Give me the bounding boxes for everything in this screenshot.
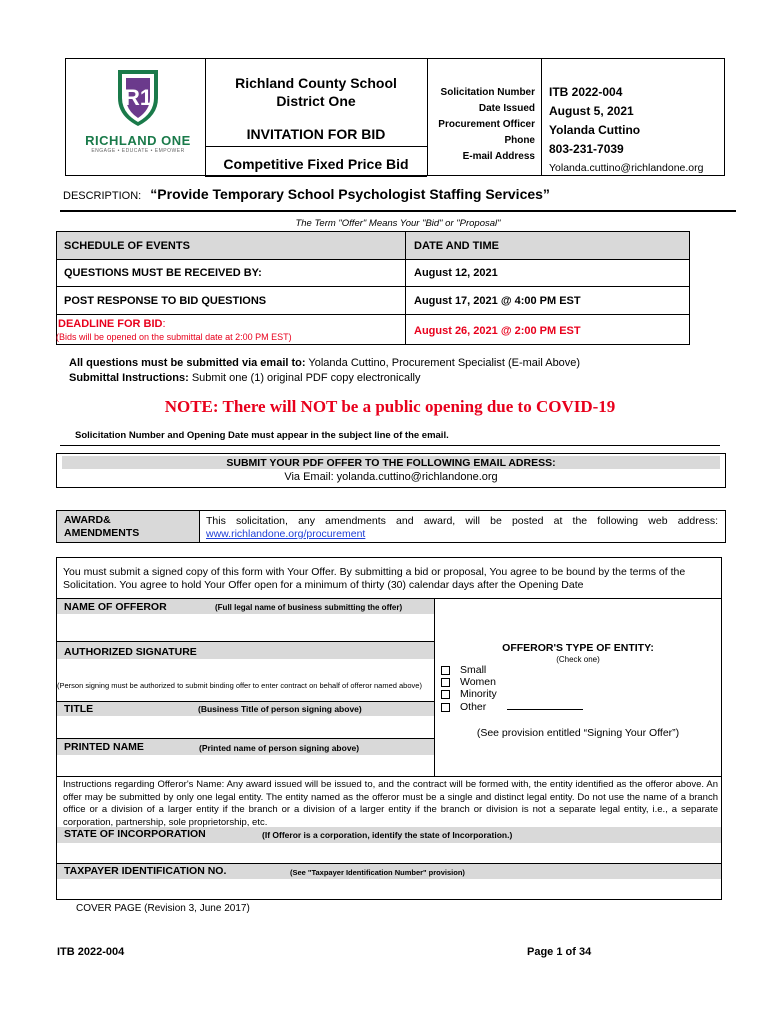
- cover-page-revision: COVER PAGE (Revision 3, June 2017): [76, 903, 250, 914]
- district-name-line2: District One: [276, 93, 356, 109]
- entity-small-label: Small: [460, 664, 487, 676]
- entity-provision: (See provision entitled “Signing Your Offer”): [476, 727, 680, 739]
- taxpayer-id-field[interactable]: [57, 880, 721, 899]
- deadline-note: (Bids will be opened on the submittal date at 2:00 PM EST): [56, 332, 292, 342]
- signature-label: AUTHORIZED SIGNATURE: [64, 646, 197, 658]
- entity-women-label: Women: [460, 676, 496, 688]
- signature-hint: (Person signing must be authorized to submit binding offer to enter contract on behalf of offeror named above): [57, 681, 422, 690]
- invitation-title: INVITATION FOR BID: [246, 126, 386, 142]
- offeror-name-field[interactable]: [57, 615, 434, 641]
- other-entity-field[interactable]: [507, 700, 583, 710]
- checkbox-small[interactable]: [441, 666, 450, 675]
- offer-intro: You must submit a signed copy of this form with Your Offer. By submitting a bid or proposal, You agree to be bound by the terms of the Solicitation. You agree to hold Your Offer open for a minimum of thirty (30) calendar days after the Opening Date: [63, 566, 686, 591]
- questions-event: QUESTIONS MUST BE RECEIVED BY:: [64, 267, 262, 279]
- entity-type-title: OFFEROR'S TYPE OF ENTITY:: [502, 642, 654, 654]
- subject-line-note: Solicitation Number and Opening Date must appear in the subject line of the email.: [75, 430, 449, 441]
- logo-tagline: ENGAGE • EDUCATE • EMPOWER: [91, 148, 185, 154]
- date-time-header: DATE AND TIME: [414, 240, 499, 252]
- entity-option-small[interactable]: [441, 664, 583, 676]
- description-label: DESCRIPTION:: [63, 190, 142, 202]
- description-text: “Provide Temporary School Psychologist Staffing Services”: [150, 186, 550, 202]
- footer-itb: ITB 2022-004: [57, 946, 125, 958]
- state-incorporation-label: STATE OF INCORPORATION: [64, 828, 206, 840]
- offeror-instructions: Instructions regarding Offeror's Name: Any award issued will be issued to, and the contract will be formed with, the entity identified as the offeror above. An offer may be submitted by only one legal entity. The entity named as the offeror must be a single and distinct legal entity. Do not use the name of a branch office or a division of a larger entity if the branch or a division of a larger entity if the branch or division is not a separate legal entity, i.e., a separate corporation, partnership, sole proprietorship, etc.: [63, 779, 718, 828]
- procurement-link[interactable]: www.richlandone.org/procurement: [206, 528, 366, 540]
- award-label: AWARD&: [64, 514, 111, 526]
- offeror-name-label: NAME OF OFFEROR: [64, 601, 167, 613]
- shield-logo-icon: [78, 68, 198, 128]
- checkbox-minority[interactable]: [441, 690, 450, 699]
- phone-label: Phone: [504, 135, 535, 146]
- entity-check-one: (Check one): [556, 655, 600, 664]
- taxpayer-id-hint: (See "Taxpayer Identification Number" provision): [290, 868, 465, 877]
- checkbox-women[interactable]: [441, 678, 450, 687]
- state-incorporation-hint: (If Offeror is a corporation, identify the state of Incorporation.): [262, 830, 513, 840]
- solicitation-number-value: ITB 2022-004: [549, 85, 623, 99]
- amendments-label: AMENDMENTS: [64, 527, 140, 539]
- entity-option-minority[interactable]: [441, 688, 583, 700]
- term-note: The Term "Offer" Means Your "Bid" or "Proposal": [295, 218, 501, 229]
- submit-title: SUBMIT YOUR PDF OFFER TO THE FOLLOWING EMAIL ADRESS:: [226, 457, 556, 469]
- title-field[interactable]: [57, 716, 434, 738]
- page-number: Page 1 of 34: [527, 946, 592, 958]
- svg-text:R1: R1: [123, 85, 153, 110]
- responses-date: August 17, 2021 @ 4:00 PM EST: [414, 295, 581, 307]
- deadline-label: DEADLINE FOR BID: [58, 318, 163, 330]
- entity-option-other[interactable]: [441, 700, 583, 713]
- procurement-officer-value: Yolanda Cuttino: [549, 123, 641, 137]
- date-issued-value: August 5, 2021: [549, 104, 634, 118]
- signature-field[interactable]: [57, 660, 434, 680]
- submittal-label: Submittal Instructions:: [69, 372, 189, 384]
- procurement-officer-label: Procurement Officer: [438, 119, 535, 130]
- printed-name-hint: (Printed name of person signing above): [199, 743, 360, 753]
- covid-note: NOTE: There will NOT be a public opening due to COVID-19: [164, 397, 616, 416]
- schedule-header: SCHEDULE OF EVENTS: [64, 240, 190, 252]
- submit-email: Via Email: yolanda.cuttino@richlandone.org: [284, 471, 498, 483]
- offeror-name-hint: (Full legal name of business submitting the offer): [215, 603, 403, 612]
- bid-type: Competitive Fixed Price Bid: [223, 156, 409, 172]
- phone-value: 803-231-7039: [549, 142, 624, 156]
- email-address-label: E-mail Address: [462, 151, 535, 162]
- state-incorporation-field[interactable]: [57, 843, 721, 863]
- email-value: Yolanda.cuttino@richlandone.org: [549, 162, 704, 174]
- deadline-date: August 26, 2021 @ 2:00 PM EST: [414, 325, 581, 337]
- checkbox-other[interactable]: [441, 703, 450, 712]
- questions-email-label: All questions must be submitted via email to:: [69, 357, 306, 369]
- entity-minority-label: Minority: [460, 688, 497, 700]
- district-logo: [78, 68, 198, 154]
- award-text: This solicitation, any amendments and award, will be posted at the following web address:: [206, 515, 718, 527]
- solicitation-number-label: Solicitation Number: [440, 87, 535, 98]
- district-name-line1: Richland County School: [235, 75, 397, 91]
- logo-text: RICHLAND ONE: [85, 133, 191, 148]
- submittal-text: Submit one (1) original PDF copy electronically: [191, 372, 421, 384]
- printed-name-field[interactable]: [57, 755, 434, 776]
- taxpayer-id-label: TAXPAYER IDENTIFICATION NO.: [64, 865, 227, 877]
- entity-option-women[interactable]: [441, 676, 583, 688]
- entity-other-label: Other: [460, 701, 487, 713]
- printed-name-label: PRINTED NAME: [64, 741, 144, 753]
- date-issued-label: Date Issued: [478, 103, 535, 114]
- questions-date: August 12, 2021: [414, 267, 498, 279]
- questions-email-text: Yolanda Cuttino, Procurement Specialist (E-mail Above): [308, 357, 581, 369]
- responses-event: POST RESPONSE TO BID QUESTIONS: [64, 295, 267, 307]
- title-label: TITLE: [64, 703, 94, 715]
- title-hint: (Business Title of person signing above): [198, 704, 362, 714]
